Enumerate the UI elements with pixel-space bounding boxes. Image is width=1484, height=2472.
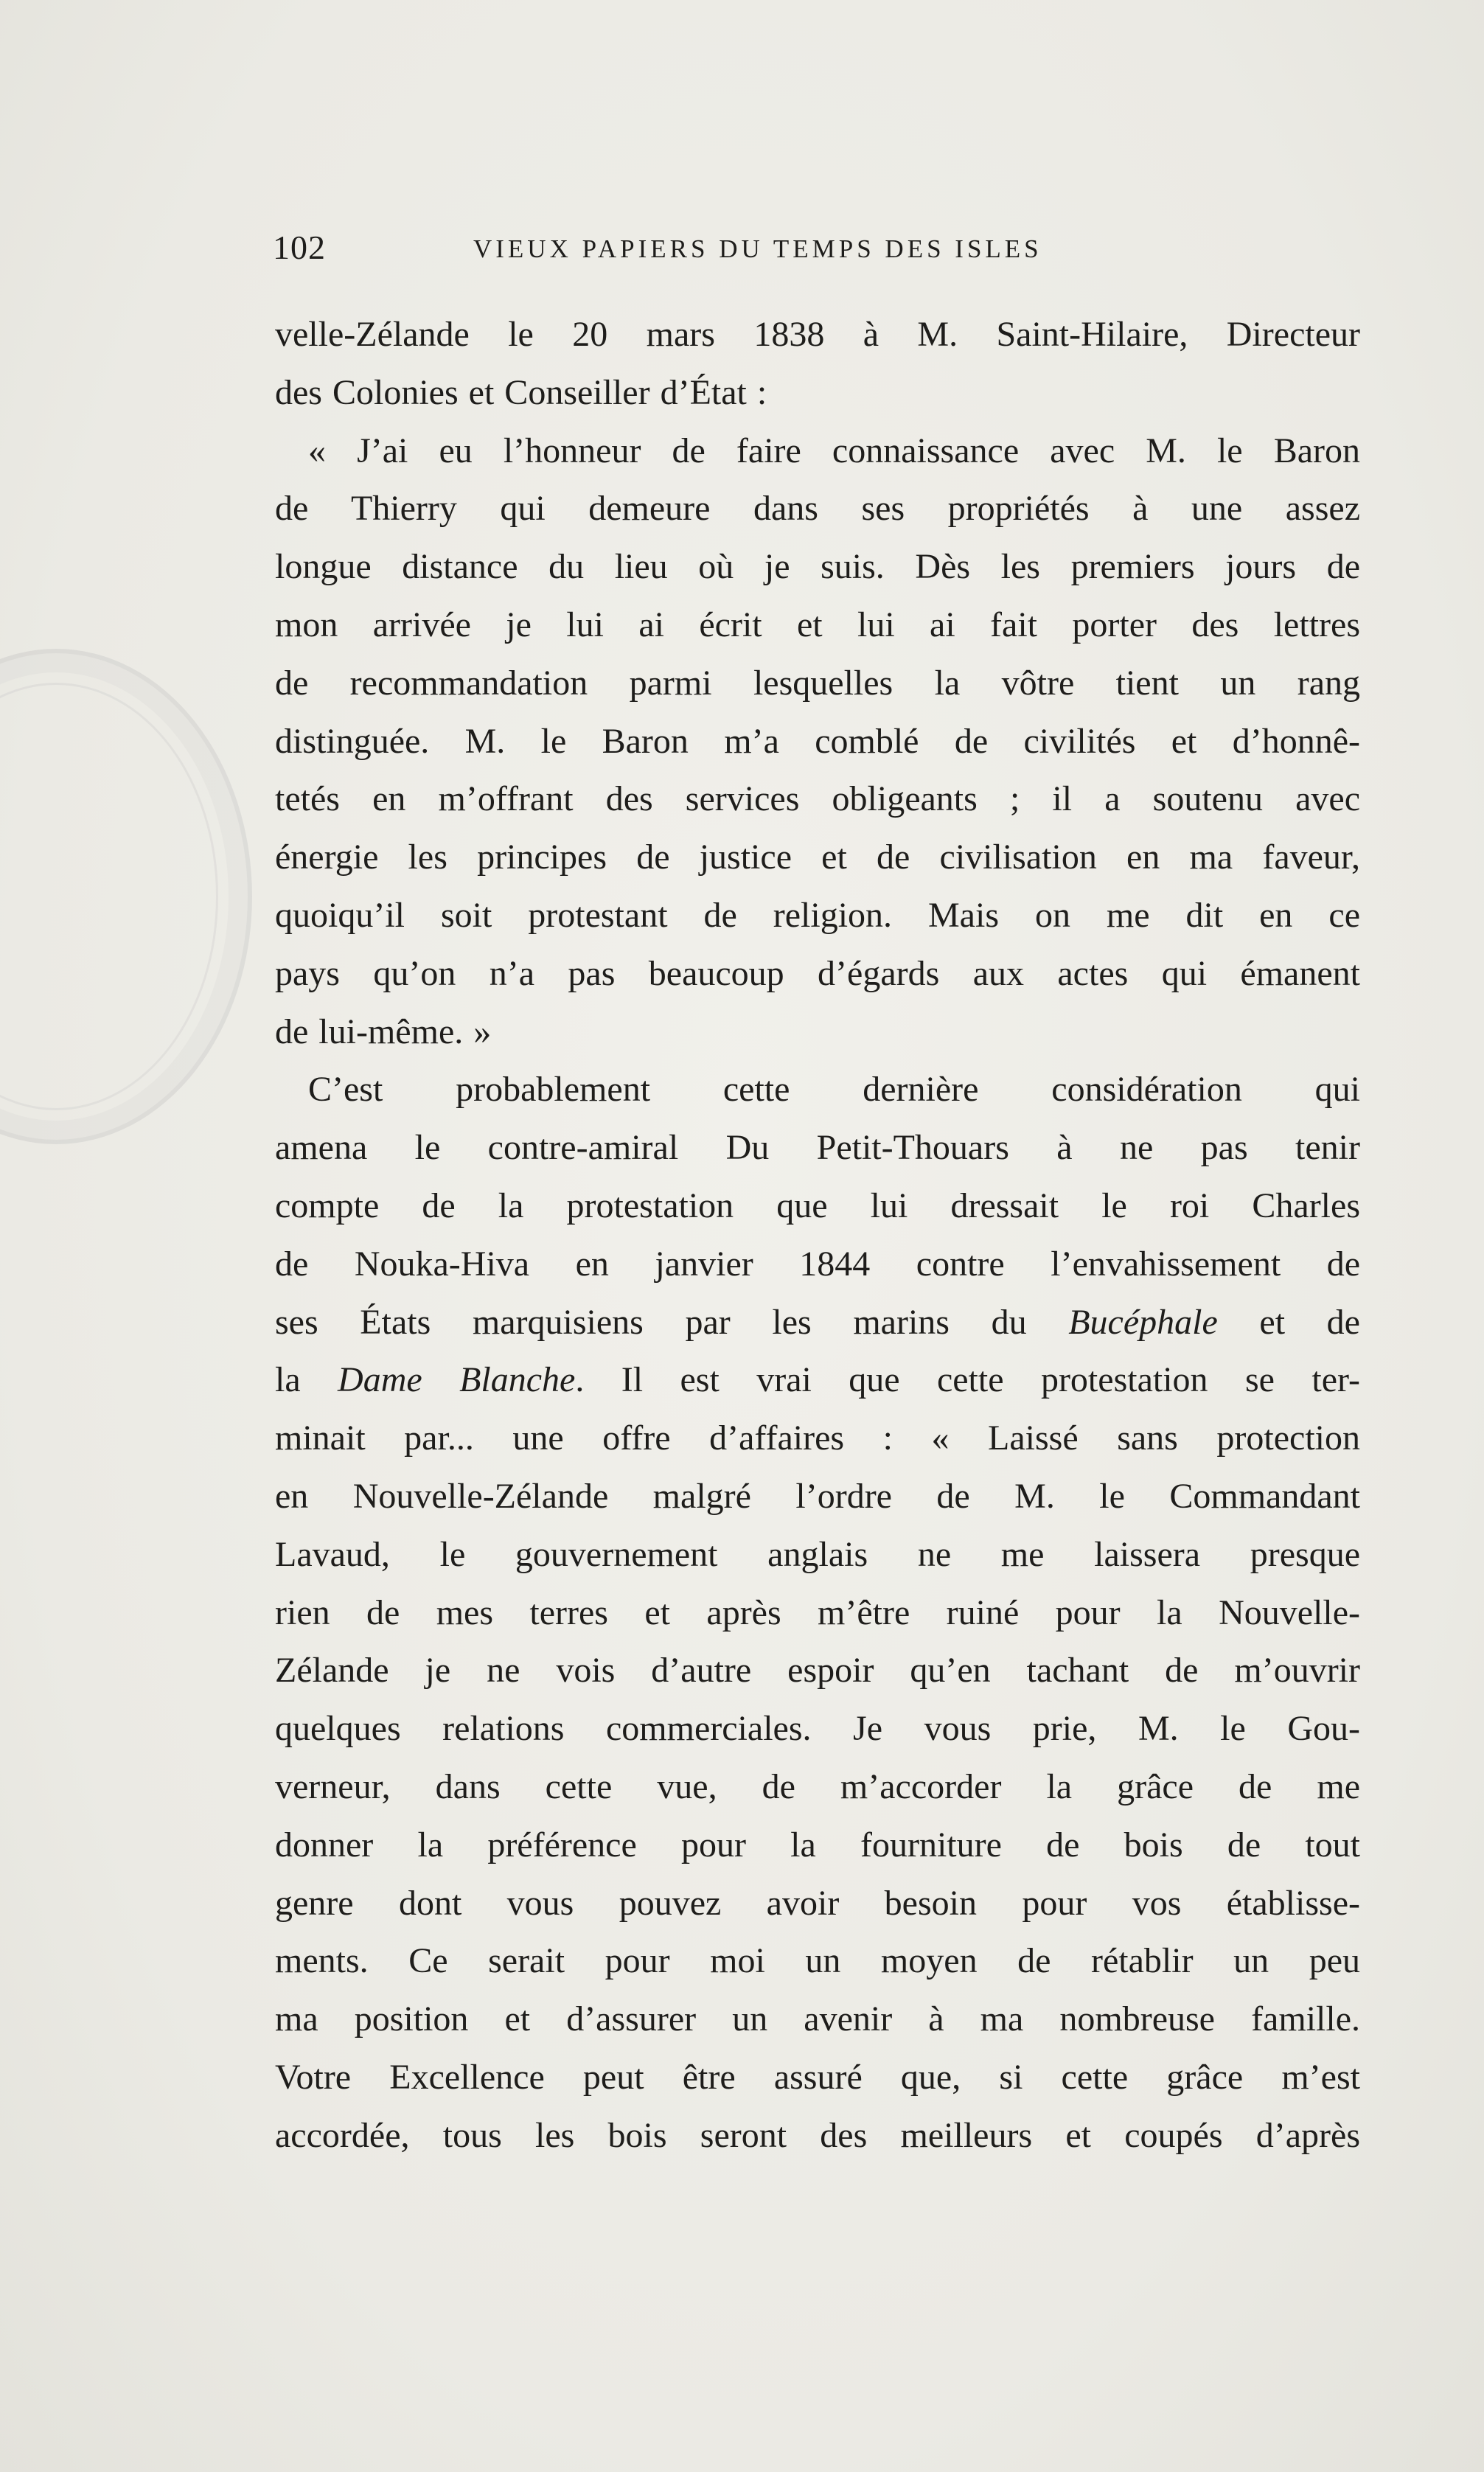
ship-name-dame-blanche: Dame Blanche <box>338 1360 576 1400</box>
text-line: compte de la protestation que lui dressait le roi Charles <box>275 1185 1360 1225</box>
text-line: minait par... une offre d’affaires : « Laissé sans protection <box>275 1418 1360 1458</box>
text-line: rien de mes terres et après m’être ruiné pour la Nouvelle- <box>275 1592 1360 1632</box>
text-segment: et de <box>1217 1302 1360 1342</box>
text-line: en Nouvelle-Zélande malgré l’ordre de M. le Commandant <box>275 1476 1360 1516</box>
text-line: Lavaud, le gouvernement anglais ne me laissera presque <box>275 1534 1360 1574</box>
body-text <box>275 306 1360 2165</box>
text-line: quoiqu’il soit protestant de religion. Mais on me dit en ce <box>275 895 1360 935</box>
text-segment: ses États marquisiens par les marins du <box>275 1302 1069 1342</box>
text-line: énergie les principes de justice et de civilisation en ma faveur, <box>275 838 1360 877</box>
library-stamp-ring <box>0 683 218 1110</box>
text-line-with-ship-name <box>275 1294 1360 1352</box>
text-line-with-ship-name <box>275 1351 1360 1410</box>
text-line: verneur, dans cette vue, de m’accorder la grâce de me <box>275 1766 1360 1806</box>
text-line: de lui-même. » <box>275 1012 492 1051</box>
text-segment: la <box>275 1360 338 1400</box>
text-segment: . Il est vrai que cette protestation se ter- <box>575 1360 1361 1400</box>
text-line: quelques relations commerciales. Je vous prie, M. le Gou- <box>275 1709 1360 1749</box>
text-line: ments. Ce serait pour moi un moyen de rétablir un peu <box>275 1941 1360 1981</box>
running-head: VIEUX PAPIERS DU TEMPS DES ISLES <box>473 234 1042 263</box>
text-line: Votre Excellence peut être assuré que, si cette grâce m’est <box>275 2057 1360 2097</box>
text-line: donner la préférence pour la fourniture de bois de tout <box>275 1825 1360 1865</box>
ship-name-bucephale: Bucéphale <box>1068 1302 1218 1342</box>
text-line: distinguée. M. le Baron m’a comblé de civilités et d’honnê- <box>275 721 1360 761</box>
page-number: 102 <box>273 229 326 266</box>
text-line: tetés en m’offrant des services obligeants ; il a soutenu avec <box>275 779 1360 819</box>
text-line: Zélande je ne vois d’autre espoir qu’en tachant de m’ouvrir <box>275 1651 1360 1691</box>
text-line: pays qu’on n’a pas beaucoup d’égards aux actes qui émanent <box>275 953 1360 993</box>
text-line: genre dont vous pouvez avoir besoin pour vos établisse- <box>275 1883 1360 1923</box>
text-line: amena le contre-amiral Du Petit-Thouars à ne pas tenir <box>275 1128 1360 1168</box>
library-stamp <box>0 649 252 1144</box>
text-line: ma position et d’assurer un avenir à ma nombreuse famille. <box>275 1999 1360 2039</box>
text-line: de Thierry qui demeure dans ses propriétés à une assez <box>275 489 1360 529</box>
text-line: mon arrivée je lui ai écrit et lui ai fait porter des lettres <box>275 605 1360 644</box>
text-line: velle-Zélande le 20 mars 1838 à M. Saint-Hilaire, Directeur <box>275 315 1360 354</box>
page-header <box>273 227 1364 271</box>
text-line: C’est probablement cette dernière considération qui <box>308 1070 1360 1110</box>
text-line: accordée, tous les bois seront des meilleurs et coupés d’après <box>275 2115 1360 2155</box>
text-line: des Colonies et Conseiller d’État : <box>275 372 767 412</box>
text-line: « J’ai eu l’honneur de faire connaissance avec M. le Baron <box>308 431 1360 470</box>
text-line: de Nouka-Hiva en janvier 1844 contre l’envahissement de <box>275 1244 1360 1284</box>
text-line: longue distance du lieu où je suis. Dès les premiers jours de <box>275 547 1360 587</box>
text-line: de recommandation parmi lesquelles la vôtre tient un rang <box>275 663 1360 703</box>
